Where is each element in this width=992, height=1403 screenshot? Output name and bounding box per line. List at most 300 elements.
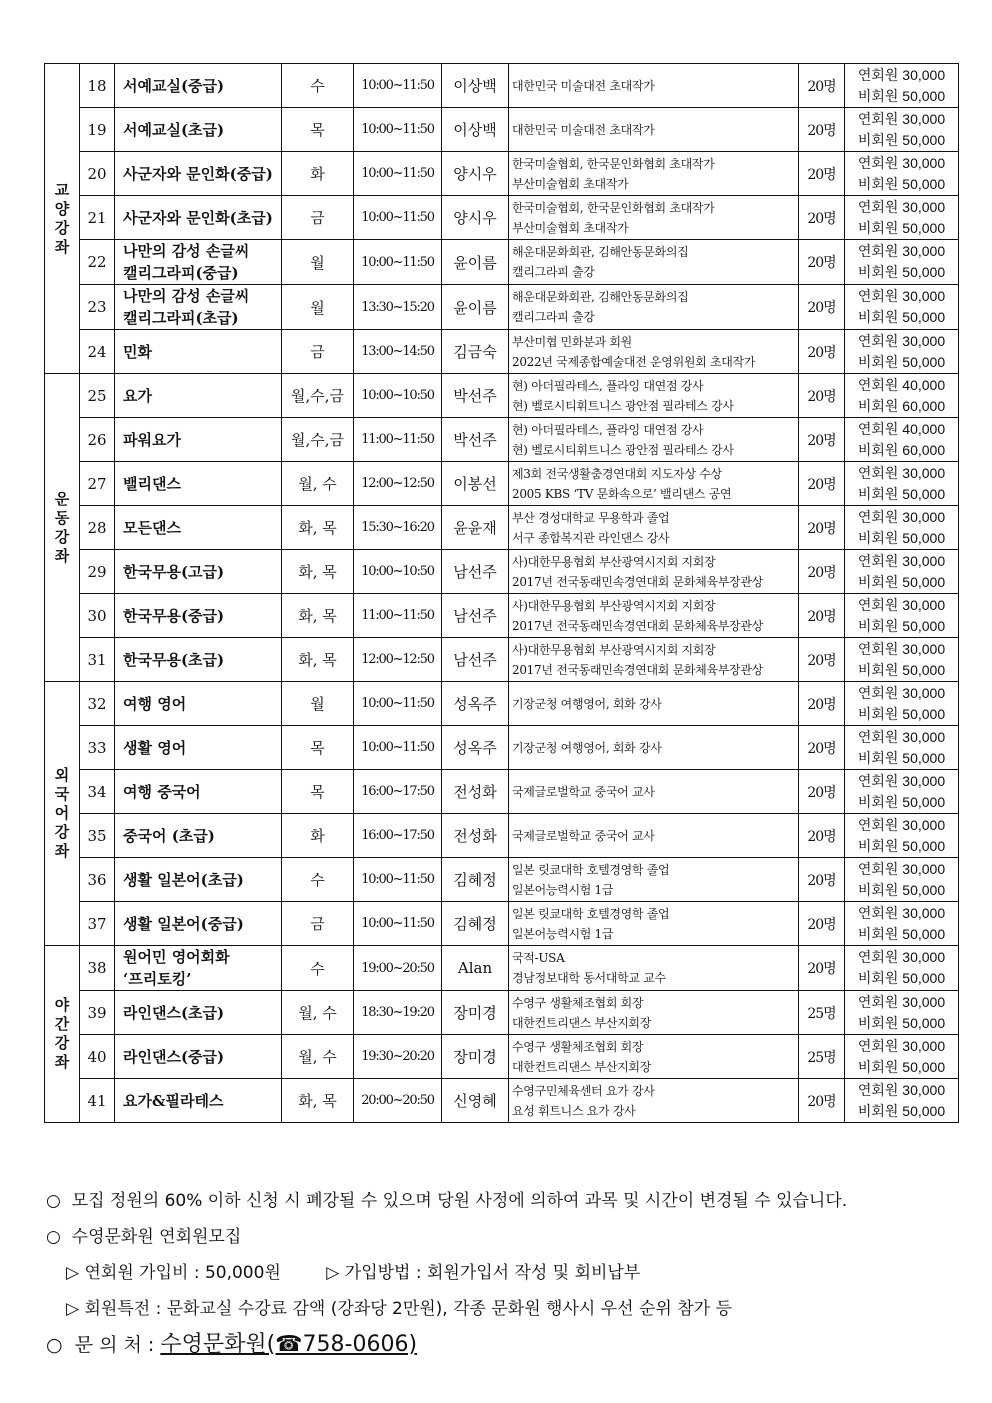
course-name-line: 서예교실(초급) xyxy=(123,120,225,139)
table-row xyxy=(45,594,959,638)
course-name-line: 사군자와 문인화(초급) xyxy=(123,208,273,227)
table-row xyxy=(45,330,959,374)
course-fee-line: 비회원 50,000 xyxy=(857,617,946,634)
category-label xyxy=(45,64,80,374)
course-name-line: 요가 xyxy=(123,386,152,405)
course-day: 월 xyxy=(282,682,354,726)
course-instructor: 이봉선 xyxy=(442,462,509,506)
course-name xyxy=(115,594,282,638)
instructor-career xyxy=(509,330,799,374)
course-time: 10:00~11:50 xyxy=(354,196,442,240)
course-fee-line: 연회원 30,000 xyxy=(857,772,946,789)
instructor-career-line: 요성 휘트니스 요가 강사 xyxy=(512,1103,636,1118)
course-day: 금 xyxy=(282,196,354,240)
course-fee-line: 연회원 30,000 xyxy=(857,508,946,525)
course-fee-line: 비회원 50,000 xyxy=(857,175,946,192)
course-name xyxy=(115,858,282,902)
instructor-career xyxy=(509,550,799,594)
course-number: 33 xyxy=(80,726,115,770)
note-closure-policy: ○ 모집 정원의 60% 이하 신청 시 폐강될 수 있으며 당원 사정에 의하여 과목 및 시간이 변경될 수 있습니다. xyxy=(46,1191,848,1211)
course-instructor: 남선주 xyxy=(442,550,509,594)
instructor-career-line: 대한민국 미술대전 초대작가 xyxy=(512,122,655,137)
course-name xyxy=(115,64,282,108)
circle-bullet-icon: ○ xyxy=(46,1334,63,1356)
course-fee-line: 비회원 50,000 xyxy=(857,573,946,590)
table-row xyxy=(45,770,959,814)
course-day: 월 xyxy=(282,285,354,330)
course-name-line: 캘리그라피(중급) xyxy=(123,264,239,282)
course-name xyxy=(115,991,282,1035)
instructor-career-line: 대한민국 미술대전 초대작가 xyxy=(512,78,655,93)
course-number: 22 xyxy=(80,240,115,285)
course-fee-line: 비회원 60,000 xyxy=(857,397,946,414)
course-capacity: 20명 xyxy=(799,196,845,240)
instructor-career-line: 일본 릿쿄대학 호텔경영학 졸업 xyxy=(512,862,670,877)
course-fee-line: 연회원 30,000 xyxy=(857,243,946,259)
course-fee xyxy=(845,462,959,506)
course-instructor: 남선주 xyxy=(442,638,509,682)
course-number: 35 xyxy=(80,814,115,858)
course-instructor: 김혜정 xyxy=(442,902,509,946)
course-name xyxy=(115,902,282,946)
table-row xyxy=(45,418,959,462)
table-row xyxy=(45,858,959,902)
course-instructor: Alan xyxy=(442,946,509,991)
course-name-line: 나만의 감성 손글씨 xyxy=(123,287,250,305)
instructor-career xyxy=(509,108,799,152)
instructor-career xyxy=(509,374,799,418)
instructor-career-line: 사)대한무용협회 부산광역시지회 지회장 xyxy=(512,554,716,569)
note-benefits: ▷ 회원특전 : 문화교실 수강료 감액 (강좌당 2만원), 각종 문화원 행사시 우선 순위 참가 등 xyxy=(66,1299,732,1319)
course-instructor: 신영혜 xyxy=(442,1079,509,1123)
course-capacity: 20명 xyxy=(799,285,845,330)
instructor-career-line: 서구 종합복지관 라인댄스 강사 xyxy=(512,530,670,545)
course-fee xyxy=(845,240,959,285)
course-fee-line: 연회원 30,000 xyxy=(857,66,946,83)
course-name xyxy=(115,726,282,770)
course-number: 37 xyxy=(80,902,115,946)
course-fee xyxy=(845,682,959,726)
instructor-career-line: 수영구 생활체조협회 회장 xyxy=(512,1039,644,1054)
course-name xyxy=(115,550,282,594)
course-time: 18:30~19:20 xyxy=(354,991,442,1035)
course-day: 화 xyxy=(282,152,354,196)
table-row xyxy=(45,64,959,108)
instructor-career xyxy=(509,991,799,1035)
contact-label: 문 의 처 : xyxy=(74,1334,161,1356)
course-fee xyxy=(845,64,959,108)
course-fee xyxy=(845,1079,959,1123)
table-row xyxy=(45,152,959,196)
table-row xyxy=(45,814,959,858)
course-name xyxy=(115,638,282,682)
course-fee xyxy=(845,418,959,462)
course-fee-line: 비회원 50,000 xyxy=(857,353,946,370)
course-number: 19 xyxy=(80,108,115,152)
course-fee-line: 비회원 50,000 xyxy=(857,970,946,986)
course-fee-line: 비회원 50,000 xyxy=(857,1058,946,1075)
course-fee xyxy=(845,550,959,594)
course-instructor: 전성화 xyxy=(442,770,509,814)
course-fee-line: 연회원 30,000 xyxy=(857,860,946,877)
course-fee-line: 연회원 30,000 xyxy=(857,596,946,613)
instructor-career-line: 현) 아더필라테스, 플라잉 대연점 강사 xyxy=(512,378,704,393)
course-fee-line: 연회원 30,000 xyxy=(857,154,946,171)
instructor-career-line: 기장군청 여행영어, 회화 강사 xyxy=(512,696,662,711)
instructor-career-line: 기장군청 여행영어, 회화 강사 xyxy=(512,740,662,755)
course-fee-line: 비회원 50,000 xyxy=(857,793,946,810)
triangle-bullet-icon: ▷ xyxy=(66,1263,80,1283)
course-fee xyxy=(845,374,959,418)
course-capacity: 20명 xyxy=(799,594,845,638)
instructor-career-line: 일본어능력시험 1급 xyxy=(512,926,614,941)
course-number: 29 xyxy=(80,550,115,594)
course-fee-line: 비회원 50,000 xyxy=(857,219,946,236)
course-name xyxy=(115,682,282,726)
course-name xyxy=(115,374,282,418)
instructor-career-line: 부산미술협회 초대작가 xyxy=(512,220,629,235)
course-name-line: 생활 일본어(중급) xyxy=(123,914,244,933)
course-time: 10:00~11:50 xyxy=(354,682,442,726)
course-fee-line: 비회원 50,000 xyxy=(857,529,946,546)
course-time: 16:00~17:50 xyxy=(354,770,442,814)
course-fee xyxy=(845,1035,959,1079)
course-name xyxy=(115,240,282,285)
course-name-line: 모든댄스 xyxy=(123,518,181,537)
course-name-line: 여행 중국어 xyxy=(123,782,201,801)
instructor-career-line: 대한컨트리댄스 부산지회장 xyxy=(512,1015,652,1030)
course-fee-line: 연회원 30,000 xyxy=(857,640,946,657)
course-instructor: 김금숙 xyxy=(442,330,509,374)
course-day: 목 xyxy=(282,726,354,770)
instructor-career-line: 현) 아더필라테스, 플라잉 대연점 강사 xyxy=(512,422,704,437)
course-fee xyxy=(845,285,959,330)
join-method: 가입방법 : 회원가입서 작성 및 회비납부 xyxy=(344,1263,641,1283)
course-day: 수 xyxy=(282,946,354,991)
course-name xyxy=(115,814,282,858)
course-name-line: 한국무용(초급) xyxy=(123,650,225,669)
course-capacity: 20명 xyxy=(799,152,845,196)
course-number: 23 xyxy=(80,285,115,330)
course-fee-line: 비회원 50,000 xyxy=(857,749,946,766)
course-capacity: 20명 xyxy=(799,1079,845,1123)
instructor-career-line: 2005 KBS ‘TV 문화속으로’ 밸리댄스 공연 xyxy=(512,486,732,501)
table-row xyxy=(45,638,959,682)
course-number: 34 xyxy=(80,770,115,814)
instructor-career-line: 2017년 전국동래민속경연대회 문화체육부장관상 xyxy=(512,662,763,677)
circle-bullet-icon: ○ xyxy=(46,1191,61,1211)
course-instructor: 박선주 xyxy=(442,374,509,418)
instructor-career xyxy=(509,462,799,506)
instructor-career-line: 국제글로벌학교 중국어 교사 xyxy=(512,784,655,799)
course-name-line: ‘프리토킹’ xyxy=(123,970,192,988)
course-day: 화, 목 xyxy=(282,550,354,594)
course-instructor: 김혜정 xyxy=(442,858,509,902)
course-fee-line: 연회원 30,000 xyxy=(857,464,946,481)
course-time: 15:30~16:20 xyxy=(354,506,442,550)
course-fee-line: 연회원 40,000 xyxy=(857,376,946,393)
notes-section xyxy=(46,1186,847,1366)
course-day: 화, 목 xyxy=(282,594,354,638)
instructor-career xyxy=(509,152,799,196)
instructor-career-line: 사)대한무용협회 부산광역시지회 지회장 xyxy=(512,642,716,657)
course-capacity: 20명 xyxy=(799,814,845,858)
course-number: 27 xyxy=(80,462,115,506)
course-time: 10:00~11:50 xyxy=(354,64,442,108)
table-row xyxy=(45,991,959,1035)
category-text: 야간강좌 xyxy=(54,996,70,1071)
instructor-career-line: 현) 벨로시티휘트니스 광안점 필라테스 강사 xyxy=(512,398,734,413)
course-instructor: 윤이름 xyxy=(442,285,509,330)
course-instructor: 윤윤재 xyxy=(442,506,509,550)
course-time: 10:00~10:50 xyxy=(354,374,442,418)
instructor-career-line: 2017년 전국동래민속경연대회 문화체육부장관상 xyxy=(512,618,763,633)
course-capacity: 20명 xyxy=(799,240,845,285)
course-fee xyxy=(845,902,959,946)
course-fee-line: 연회원 30,000 xyxy=(857,904,946,921)
course-fee-line: 비회원 50,000 xyxy=(857,661,946,678)
course-day: 화 xyxy=(282,814,354,858)
course-fee xyxy=(845,196,959,240)
course-name-line: 중국어 (초급) xyxy=(123,826,215,845)
course-fee-line: 비회원 50,000 xyxy=(857,705,946,722)
course-time: 19:30~20:20 xyxy=(354,1035,442,1079)
course-time: 10:00~11:50 xyxy=(354,726,442,770)
course-fee-line: 연회원 30,000 xyxy=(857,288,946,304)
course-instructor: 이상백 xyxy=(442,64,509,108)
table-row xyxy=(45,682,959,726)
instructor-career-line: 사)대한무용협회 부산광역시지회 지회장 xyxy=(512,598,716,613)
course-instructor: 박선주 xyxy=(442,418,509,462)
course-day: 금 xyxy=(282,330,354,374)
course-day: 월, 수 xyxy=(282,1035,354,1079)
course-fee-line: 연회원 30,000 xyxy=(857,993,946,1010)
triangle-bullet-icon: ▷ xyxy=(66,1299,80,1319)
course-day: 월, 수 xyxy=(282,462,354,506)
course-time: 12:00~12:50 xyxy=(354,462,442,506)
note-contact xyxy=(46,1330,847,1366)
course-day: 목 xyxy=(282,770,354,814)
course-number: 39 xyxy=(80,991,115,1035)
instructor-career-line: 일본어능력시험 1급 xyxy=(512,882,614,897)
course-name xyxy=(115,1035,282,1079)
instructor-career xyxy=(509,770,799,814)
course-time: 16:00~17:50 xyxy=(354,814,442,858)
course-capacity: 20명 xyxy=(799,462,845,506)
course-fee-line: 연회원 30,000 xyxy=(857,728,946,745)
category-label xyxy=(45,682,80,946)
course-fee-line: 연회원 30,000 xyxy=(857,198,946,215)
category-text: 외국어강좌 xyxy=(54,766,70,860)
course-number: 40 xyxy=(80,1035,115,1079)
table-row xyxy=(45,1035,959,1079)
course-name-line: 한국무용(중급) xyxy=(123,606,225,625)
course-day: 화, 목 xyxy=(282,638,354,682)
instructor-career-line: 경남정보대학 동서대학교 교수 xyxy=(512,971,666,985)
instructor-career xyxy=(509,726,799,770)
course-name-line: 라인댄스(중급) xyxy=(123,1047,225,1066)
course-fee xyxy=(845,726,959,770)
course-fee xyxy=(845,594,959,638)
course-fee-line: 비회원 50,000 xyxy=(857,1102,946,1119)
course-fee xyxy=(845,506,959,550)
course-fee-line: 비회원 50,000 xyxy=(857,925,946,942)
course-time: 11:00~11:50 xyxy=(354,594,442,638)
instructor-career-line: 국제글로벌학교 중국어 교사 xyxy=(512,828,655,843)
instructor-career-line: 캘리그라피 출강 xyxy=(512,265,595,279)
course-number: 38 xyxy=(80,946,115,991)
instructor-career xyxy=(509,1079,799,1123)
course-time: 20:00~20:50 xyxy=(354,1079,442,1123)
course-number: 28 xyxy=(80,506,115,550)
course-time: 10:00~11:50 xyxy=(354,240,442,285)
course-time: 10:00~11:50 xyxy=(354,858,442,902)
table-row xyxy=(45,946,959,991)
table-row xyxy=(45,240,959,285)
course-name-line: 한국무용(고급) xyxy=(123,562,225,581)
instructor-career xyxy=(509,240,799,285)
course-name-line: 원어민 영어회화 xyxy=(123,948,230,966)
instructor-career-line: 제3회 전국생활춤경연대회 지도자상 수상 xyxy=(512,466,722,481)
course-day: 화, 목 xyxy=(282,506,354,550)
circle-bullet-icon: ○ xyxy=(46,1227,61,1247)
course-time: 11:00~11:50 xyxy=(354,418,442,462)
course-day: 월,수,금 xyxy=(282,418,354,462)
course-fee xyxy=(845,770,959,814)
course-fee xyxy=(845,858,959,902)
course-capacity: 20명 xyxy=(799,946,845,991)
course-fee-line: 연회원 30,000 xyxy=(857,949,946,965)
instructor-career-line: 부산 경성대학교 무용학과 졸업 xyxy=(512,510,670,525)
course-name-line: 캘리그라피(초급) xyxy=(123,309,239,327)
course-capacity: 20명 xyxy=(799,418,845,462)
instructor-career xyxy=(509,858,799,902)
course-instructor: 양시우 xyxy=(442,196,509,240)
course-fee-line: 연회원 30,000 xyxy=(857,816,946,833)
instructor-career-line: 2017년 전국동래민속경연대회 문화체육부장관상 xyxy=(512,574,763,589)
course-fee xyxy=(845,152,959,196)
course-capacity: 20명 xyxy=(799,506,845,550)
instructor-career-line: 한국미술협회, 한국문인화협회 초대작가 xyxy=(512,200,715,215)
course-capacity: 20명 xyxy=(799,902,845,946)
instructor-career xyxy=(509,638,799,682)
instructor-career-line: 수영구 생활체조협회 회장 xyxy=(512,995,644,1010)
course-time: 10:00~11:50 xyxy=(354,108,442,152)
course-instructor: 성옥주 xyxy=(442,726,509,770)
category-label xyxy=(45,374,80,682)
course-number: 18 xyxy=(80,64,115,108)
category-label xyxy=(45,946,80,1123)
course-fee-line: 비회원 50,000 xyxy=(857,264,946,280)
course-name-line: 생활 일본어(초급) xyxy=(123,870,244,889)
instructor-career xyxy=(509,682,799,726)
course-fee-line: 연회원 30,000 xyxy=(857,1037,946,1054)
course-name xyxy=(115,285,282,330)
course-name-line: 라인댄스(초급) xyxy=(123,1003,225,1022)
course-instructor: 성옥주 xyxy=(442,682,509,726)
course-number: 30 xyxy=(80,594,115,638)
course-name-line: 생활 영어 xyxy=(123,738,187,757)
course-name xyxy=(115,330,282,374)
note-fee-and-method xyxy=(46,1258,847,1294)
course-name-line: 사군자와 문인화(중급) xyxy=(123,164,273,183)
instructor-career xyxy=(509,902,799,946)
course-day: 목 xyxy=(282,108,354,152)
instructor-career-line: 일본 릿쿄대학 호텔경영학 졸업 xyxy=(512,906,670,921)
triangle-bullet-icon: ▷ xyxy=(326,1263,340,1283)
table-row xyxy=(45,196,959,240)
instructor-career xyxy=(509,814,799,858)
course-capacity: 20명 xyxy=(799,858,845,902)
course-name xyxy=(115,418,282,462)
course-capacity: 20명 xyxy=(799,726,845,770)
course-capacity: 20명 xyxy=(799,330,845,374)
instructor-career-line: 대한컨트리댄스 부산지회장 xyxy=(512,1059,652,1074)
course-fee-line: 비회원 50,000 xyxy=(857,131,946,148)
course-day: 월 xyxy=(282,240,354,285)
course-name xyxy=(115,108,282,152)
course-name xyxy=(115,506,282,550)
course-name xyxy=(115,152,282,196)
instructor-career-line: 캘리그라피 출강 xyxy=(512,310,595,324)
table-row xyxy=(45,374,959,418)
course-fee-line: 비회원 50,000 xyxy=(857,837,946,854)
course-time: 13:30~15:20 xyxy=(354,285,442,330)
course-number: 20 xyxy=(80,152,115,196)
course-time: 10:00~10:50 xyxy=(354,550,442,594)
course-day: 금 xyxy=(282,902,354,946)
course-instructor: 전성화 xyxy=(442,814,509,858)
course-table xyxy=(44,63,959,1123)
contact-phone[interactable]: 수영문화원(☎758-0606) xyxy=(160,1332,418,1357)
course-time: 13:00~14:50 xyxy=(354,330,442,374)
course-fee-line: 비회원 50,000 xyxy=(857,881,946,898)
instructor-career xyxy=(509,594,799,638)
instructor-career-line: 해운대문화회관, 김해안동문화의집 xyxy=(512,290,689,304)
course-day: 수 xyxy=(282,64,354,108)
course-fee xyxy=(845,991,959,1035)
course-capacity: 20명 xyxy=(799,108,845,152)
course-fee-line: 연회원 40,000 xyxy=(857,420,946,437)
course-day: 월, 수 xyxy=(282,991,354,1035)
course-fee-line: 연회원 30,000 xyxy=(857,684,946,701)
course-instructor: 이상백 xyxy=(442,108,509,152)
course-time: 12:00~12:50 xyxy=(354,638,442,682)
course-capacity: 20명 xyxy=(799,374,845,418)
course-fee xyxy=(845,108,959,152)
course-fee-line: 비회원 50,000 xyxy=(857,485,946,502)
instructor-career xyxy=(509,64,799,108)
instructor-career-line: 해운대문화회관, 김해안동문화의집 xyxy=(512,245,689,259)
instructor-career xyxy=(509,506,799,550)
instructor-career xyxy=(509,1035,799,1079)
category-text: 운동강좌 xyxy=(54,489,70,565)
course-capacity: 20명 xyxy=(799,64,845,108)
course-fee xyxy=(845,814,959,858)
course-day: 월,수,금 xyxy=(282,374,354,418)
instructor-career-line: 부산미술협회 초대작가 xyxy=(512,176,629,191)
instructor-career xyxy=(509,946,799,991)
course-day: 수 xyxy=(282,858,354,902)
note-membership: ○ 수영문화원 연회원모집 xyxy=(46,1227,242,1247)
course-instructor: 장미경 xyxy=(442,991,509,1035)
table-row xyxy=(45,506,959,550)
course-time: 10:00~11:50 xyxy=(354,902,442,946)
course-name xyxy=(115,770,282,814)
instructor-career xyxy=(509,285,799,330)
course-capacity: 25명 xyxy=(799,991,845,1035)
course-instructor: 남선주 xyxy=(442,594,509,638)
